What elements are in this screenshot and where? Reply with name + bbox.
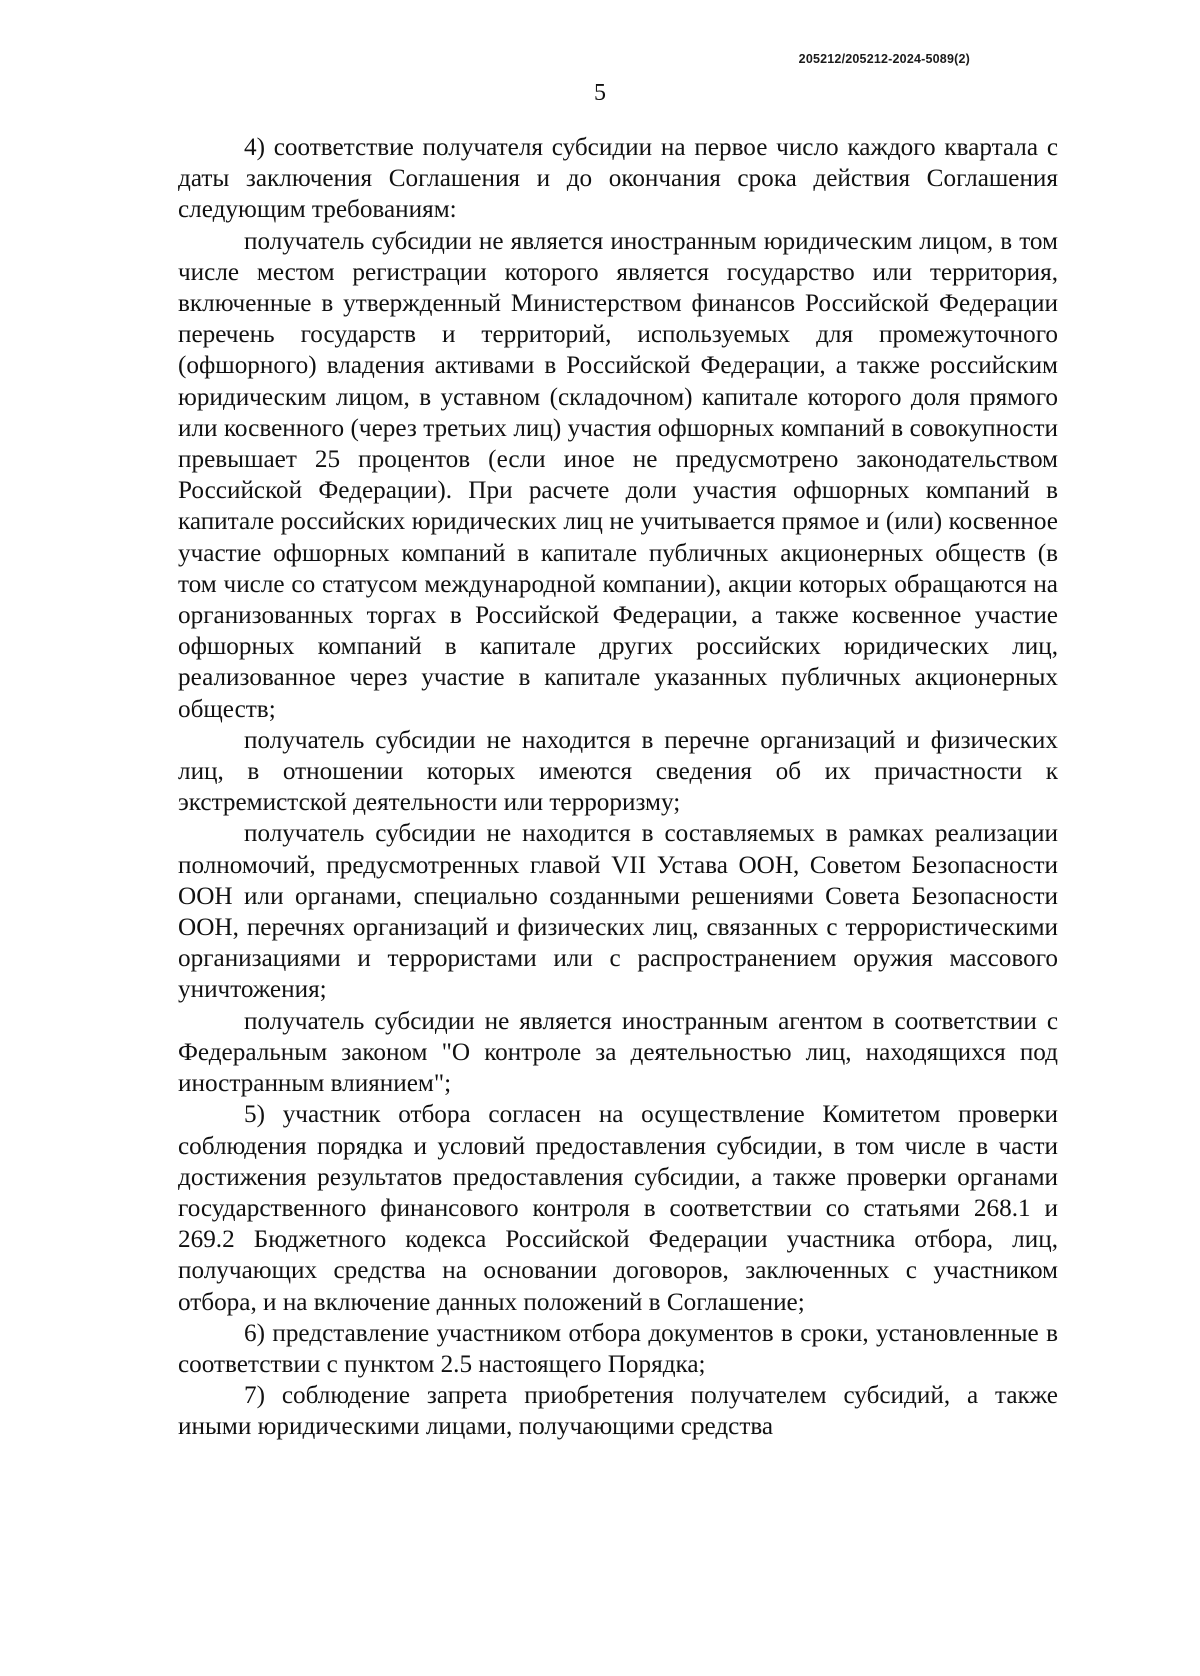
paragraph-item-7: 7) соблюдение запрета приобретения получателем субсидий, а также иными юридическими лицами, получающими средства — [178, 1382, 1058, 1441]
paragraph-item-5: 5) участник отбора согласен на осуществление Комитетом проверки соблюдения порядка и условий предоставления субсидии, в том числе в части достижения результатов предоставления субсидии, а также проверки органами государственного финансового контроля в соответствии со статьями 268.1 и 269.2 Бюджетного кодекса Российской Федерации участника отбора, лиц, получающих средства на основании договоров, заключенных с участником отбора, и на включение данных положений в Соглашение; — [178, 1101, 1058, 1316]
paragraph-not-un-list: получатель субсидии не находится в составляемых в рамках реализации полномочий, предусмотренных главой VII Устава ООН, Советом Безопасности ООН или органами, специально созданными решениями Совета Безопасности ООН, перечнях организаций и физических лиц, связанных с террористическими организациями и террористами или с распространением оружия массового уничтожения; — [178, 820, 1058, 1004]
paragraph-item-6: 6) представление участником отбора документов в сроки, установленные в соответствии с пунктом 2.5 настоящего Порядка; — [178, 1319, 1058, 1378]
paragraph-not-foreign-entity: получатель субсидии не является иностранным юридическим лицом, в том числе местом регистрации которого является государство или территория, включенные в утвержденный Министерством финансов Российской Федерации перечень государств и территорий, используемых для промежуточного (офшорного) владения активами в Российской Федерации, а также российским юридическим лицом, в уставном (складочном) капитале которого доля прямого или косвенного (через третьих лиц) участия офшорных компаний в совокупности превышает 25 процентов (если иное не предусмотрено законодательством Российской Федерации). При расчете доли участия офшорных компаний в капитале российских юридических лиц не учитывается прямое и (или) косвенное участие офшорных компаний в капитале публичных акционерных обществ (в том числе со статусом международной компании), акции которых обращаются на организованных торгах в Российской Федерации, а также косвенное участие офшорных компаний в капитале других российских юридических лиц, реализованное через участие в капитале указанных публичных акционерных обществ; — [178, 227, 1058, 723]
paragraph-item-4: 4) соответствие получателя субсидии на первое число каждого квартала с даты заключения Соглашения и до окончания срока действия Соглашения следующим требованиям: — [178, 134, 1058, 224]
document-code: 205212/205212-2024-5089(2) — [798, 52, 970, 66]
paragraph-not-extremist-list: получатель субсидии не находится в перечне организаций и физических лиц, в отношении которых имеются сведения об их причастности к экстремистской деятельности или терроризму; — [178, 726, 1058, 817]
paragraph-not-foreign-agent: получатель субсидии не является иностранным агентом в соответствии с Федеральным законом "О контроле за деятельностью лиц, находящихся под иностранным влиянием"; — [178, 1007, 1058, 1098]
page-number: 5 — [594, 80, 606, 106]
document-body — [178, 132, 1058, 1443]
